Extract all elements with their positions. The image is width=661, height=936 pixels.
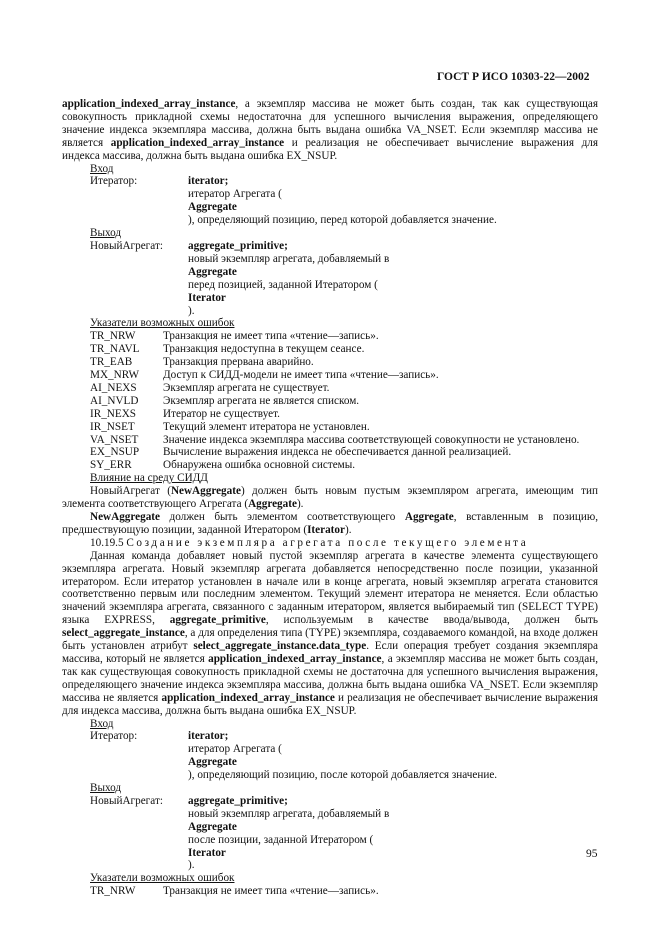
error-code: MX_NRW (90, 369, 140, 382)
output-heading: Выход (90, 782, 122, 795)
error-description: Итератор не существует. (163, 407, 280, 420)
emphasis-term: Aggregate (188, 820, 237, 833)
error-row (62, 330, 598, 343)
error-description: Транзакция недоступна в текущем сеансе. (163, 343, 365, 356)
error-code: TR_NRW (90, 330, 136, 343)
error-row (62, 356, 598, 369)
input-name: iterator; (188, 175, 229, 188)
error-row (62, 421, 598, 434)
error-row (62, 369, 598, 382)
page-number: 95 (586, 848, 598, 860)
error-code: EX_NSUP (90, 446, 140, 459)
error-description: Вычисление выражения индекса не обеспечивается данной реализацией. (163, 446, 512, 459)
section-title: Создание экземпляра агрегата после текущего элемента (126, 536, 529, 549)
error-row (62, 434, 598, 447)
input-description (188, 730, 598, 782)
input-desc: итератор Агрегата ( Aggregate ), определяющий позицию, перед которой добавляется значение. (188, 188, 596, 226)
page-body (62, 98, 598, 898)
input-description (188, 175, 598, 227)
output-label: НовыйАгрегат: (90, 794, 163, 807)
error-description: Экземпляр агрегата не существует. (163, 381, 330, 394)
emphasis-term: application_indexed_array_instance (110, 136, 285, 149)
emphasis-term: application_indexed_array_instance (208, 652, 382, 665)
output-desc: новый экземпляр агрегата, добавляемый в Aggregate после позиции, заданной Итератором ( Iterator ). (188, 808, 596, 872)
error-code: TR_EAB (90, 356, 133, 369)
errors-heading: Указатели возможных ошибок (90, 317, 235, 330)
error-description: Обнаружена ошибка основной системы. (163, 459, 356, 472)
error-list (62, 885, 598, 898)
error-list (62, 330, 598, 472)
error-row (62, 446, 598, 459)
effects-paragraph: НовыйАгрегат (NewAggregate) должен быть новым пустым экземпляром агрегата, имеющим тип элемента соответствующего Агрегата (Aggregate). (62, 485, 598, 511)
input-label: Итератор: (90, 730, 138, 743)
error-code: IR_NSET (90, 420, 135, 433)
standard-header: ГОСТ Р ИСО 10303-22—2002 (437, 71, 590, 83)
error-row (62, 382, 598, 395)
error-description: Экземпляр агрегата не является списком. (163, 394, 360, 407)
section-heading (62, 537, 598, 550)
input-heading: Вход (90, 717, 114, 730)
output-description (188, 795, 598, 872)
error-description: Транзакция не имеет типа «чтение—запись». (163, 330, 379, 343)
output-desc: новый экземпляр агрегата, добавляемый в Aggregate перед позицией, заданной Итератором ( Iterator ). (188, 253, 596, 317)
input-heading: Вход (90, 162, 114, 175)
effects-paragraph: NewAggregate должен быть элементом соответствующего Aggregate, вставленным в позицию, предшествующую позиции, заданной Итератором (Iterator). (62, 511, 598, 536)
error-row (62, 395, 598, 408)
emphasis-term: Iterator (307, 523, 345, 536)
emphasis-term: Iterator (188, 291, 226, 304)
output-definition (62, 240, 598, 317)
output-description (188, 240, 598, 317)
error-row (62, 408, 598, 421)
input-name: iterator; (188, 730, 229, 743)
emphasis-term: application_indexed_array_instance (62, 98, 236, 110)
emphasis-term: aggregate_primitive (169, 614, 266, 627)
input-label: Итератор: (90, 175, 138, 188)
error-code: VA_NSET (90, 433, 139, 446)
input-definition (62, 175, 598, 227)
error-description: Значение индекса экземпляра массива соответствующей совокупности не установлено. (163, 433, 580, 446)
emphasis-term: application_indexed_array_instance (161, 691, 335, 704)
error-description: Транзакция не имеет типа «чтение—запись». (163, 885, 379, 898)
error-code: TR_NRW (90, 885, 136, 898)
error-code: AI_NVLD (90, 394, 139, 407)
output-heading: Выход (90, 227, 122, 240)
emphasis-term: NewAggregate (90, 511, 160, 523)
error-row (62, 885, 598, 898)
errors-heading: Указатели возможных ошибок (90, 872, 235, 885)
paragraph: Данная команда добавляет новый пустой экземпляр агрегата в качестве элемента существующего экземпляра агрегата. Новый экземпляр агрегата добавляется непосредственно после позиции, указанной итератором. Если итератор установлен в начале или в конце агрегата, новый экземпляр агрегата становится соответственно первым или последним элементом. Текущий элемент итератора не меняется. Если областью значений экземпляра агрегата, связанного с заданным итератором, является выбираемый тип (SELECT TYPE) языка EXPRESS, aggregate_primitive, используемым в качестве ввода/вывода, должен быть select_aggregate_instance, а для определения типа (TYPE) экземпляра, создаваемого командой, на входе должен быть установлен атрибут select_aggregate_instance.data_type. Если операция требует создания экземпляра массива, который не является application_indexed_array_instance, а экземпляр массива не может быть создан, так как существующая совокупность прикладной схемы не достаточна для успешного вычисления выражения, определяющего значение индекса экземпляра массива, должна быть выдана ошибка VA_NSET. Если экземпляр массива не является application_indexed_array_instance и реализация не обеспечивает вычисление выражения для индекса массива, должна быть выдана ошибка EX_NSUP. (62, 549, 598, 717)
effects-heading: Влияние на среду СИДД (90, 472, 208, 485)
error-row (62, 343, 598, 356)
error-description: Доступ к СИДД-модели не имеет типа «чтение—запись». (163, 369, 439, 382)
error-description: Текущий элемент итератора не установлен. (163, 420, 370, 433)
output-name: aggregate_primitive; (188, 794, 288, 807)
input-desc: итератор Агрегата ( Aggregate ), определяющий позицию, после которой добавляется значение. (188, 743, 596, 781)
output-label: НовыйАгрегат: (90, 239, 163, 252)
error-code: IR_NEXS (90, 407, 136, 420)
input-definition (62, 730, 598, 782)
emphasis-term: select_aggregate_instance (62, 627, 185, 640)
emphasis-term: NewAggregate (170, 485, 241, 498)
emphasis-term: Aggregate (404, 511, 454, 523)
output-definition (62, 795, 598, 872)
emphasis-term: Iterator (188, 846, 226, 859)
emphasis-term: Aggregate (188, 201, 237, 214)
emphasis-term: Aggregate (188, 265, 237, 278)
error-code: AI_NEXS (90, 381, 137, 394)
emphasis-term: select_aggregate_instance.data_type (193, 640, 367, 653)
error-row (62, 459, 598, 472)
paragraph: application_indexed_array_instance, а экземпляр массива не может быть создан, так как существующая совокупность прикладной схемы недостаточна для успешного вычисления выражения, определяющего значение индекса экземпляра массива, должна быть выдана ошибка VA_NSET. Если экземпляр массива не является application_indexed_array_instance и реализация не обеспечивает вычисление выражения для индекса массива, должна быть выдана ошибка EX_NSUP. (62, 98, 598, 162)
error-code: TR_NAVL (90, 343, 140, 356)
emphasis-term: Aggregate (248, 498, 297, 511)
error-description: Транзакция прервана аварийно. (163, 356, 314, 369)
error-code: SY_ERR (90, 459, 132, 472)
section-number: 10.19.5 (90, 536, 124, 549)
output-name: aggregate_primitive; (188, 239, 288, 252)
emphasis-term: Aggregate (188, 756, 237, 769)
